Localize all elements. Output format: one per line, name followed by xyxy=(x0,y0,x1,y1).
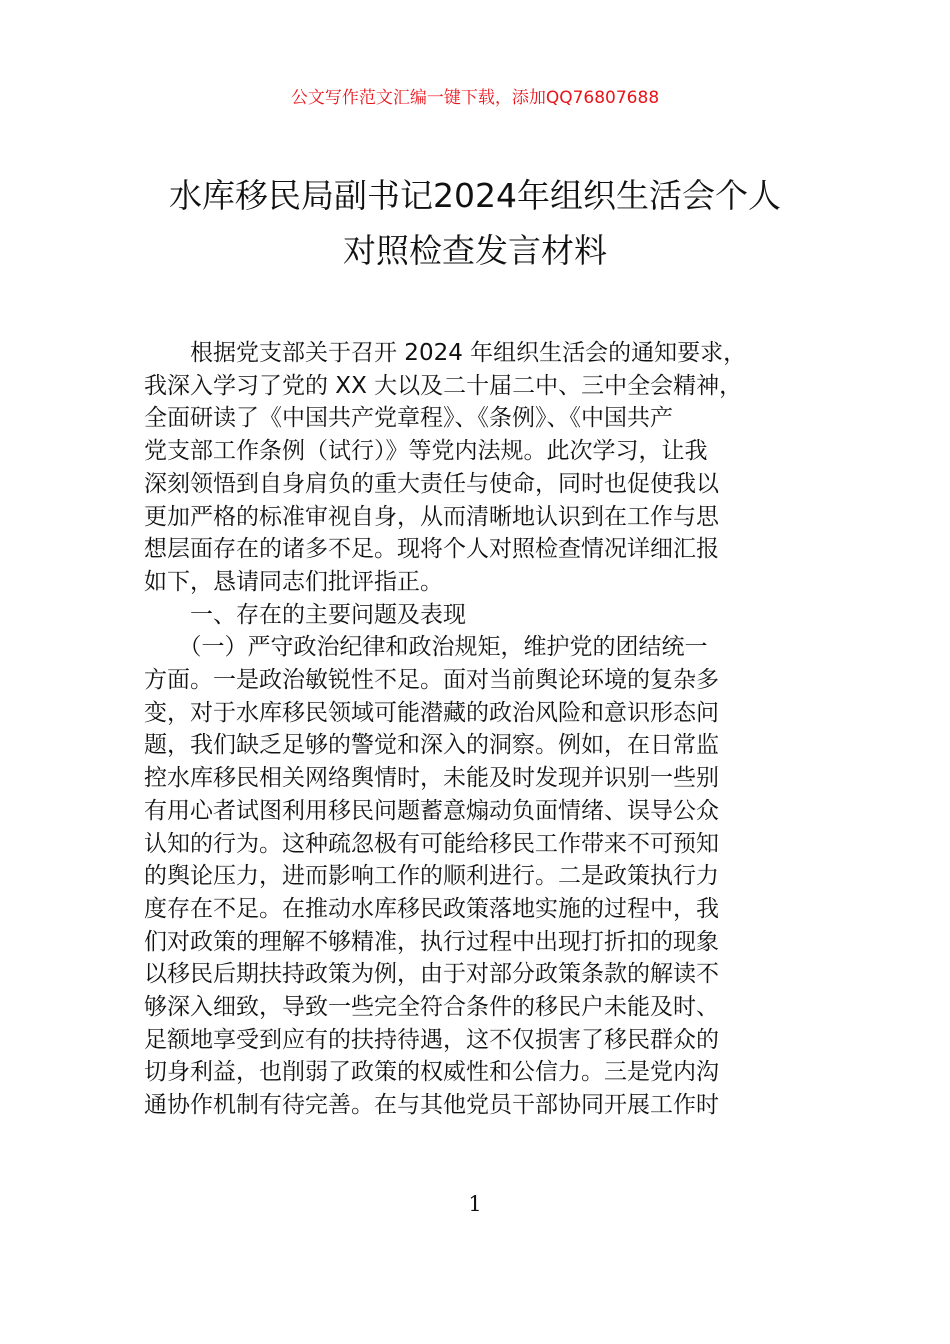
body-line: 全面研读了《中国共产党章程》、《条例》、《中国共产 xyxy=(144,405,673,432)
body-line: 如下，恳请同志们批评指正。 xyxy=(144,568,443,595)
document-body xyxy=(144,337,812,1122)
body-line: 想层面存在的诸多不足。现将个人对照检查情况详细汇报 xyxy=(144,536,719,563)
body-line: 变，对于水库移民领域可能潜藏的政治风险和意识形态问 xyxy=(144,699,719,726)
body-line: 题，我们缺乏足够的警觉和深入的洞察。例如，在日常监 xyxy=(144,732,719,759)
title-line: 对照检查发言材料 xyxy=(343,231,607,270)
body-line: 们对政策的理解不够精准，执行过程中出现打折扣的现象 xyxy=(144,928,719,955)
body-line: 党支部工作条例（试行）》等党内法规。此次学习，让我 xyxy=(144,438,708,465)
body-line: 我深入学习了党的 XX 大以及二十届二中、三中全会精神， xyxy=(144,372,743,399)
subsection-heading: （一）严守政治纪律和政治规矩，维护党的团结统一 xyxy=(144,634,708,661)
body-line: 度存在不足。在推动水库移民政策落地实施的过程中，我 xyxy=(144,895,719,922)
body-line: 更加严格的标准审视自身，从而清晰地认识到在工作与思 xyxy=(144,503,719,530)
body-line: 控水库移民相关网络舆情时，未能及时发现并识别一些别 xyxy=(144,765,719,792)
body-line: 通协作机制有待完善。在与其他党员干部协同开展工作时 xyxy=(144,1092,719,1119)
body-line: 以移民后期扶持政策为例，由于对部分政策条款的解读不 xyxy=(144,961,719,988)
title-line: 水库移民局副书记2024年组织生活会个人 xyxy=(169,176,781,215)
body-line: 根据党支部关于召开 2024 年组织生活会的通知要求， xyxy=(144,340,747,366)
body-line: 方面。一是政治敏锐性不足。面对当前舆论环境的复杂多 xyxy=(144,667,719,694)
download-notice: 公文写作范文汇编一键下载，添加QQ76807688 xyxy=(290,88,660,108)
document-title xyxy=(0,168,950,278)
body-line: 够深入细致，导致一些完全符合条件的移民户未能及时、 xyxy=(144,994,719,1021)
body-line: 的舆论压力，进而影响工作的顺利进行。二是政策执行力 xyxy=(144,863,719,890)
body-line: 认知的行为。这种疏忽极有可能给移民工作带来不可预知 xyxy=(144,830,719,857)
body-line: 有用心者试图利用移民问题蓄意煽动负面情绪、误导公众 xyxy=(144,797,719,824)
page-number: 1 xyxy=(468,1192,482,1216)
body-line: 足额地享受到应有的扶持待遇，这不仅损害了移民群众的 xyxy=(144,1026,719,1053)
section-heading: 一、存在的主要问题及表现 xyxy=(144,601,466,628)
body-line: 深刻领悟到自身肩负的重大责任与使命，同时也促使我以 xyxy=(144,470,719,497)
body-line: 切身利益，也削弱了政策的权威性和公信力。三是党内沟 xyxy=(144,1059,719,1086)
